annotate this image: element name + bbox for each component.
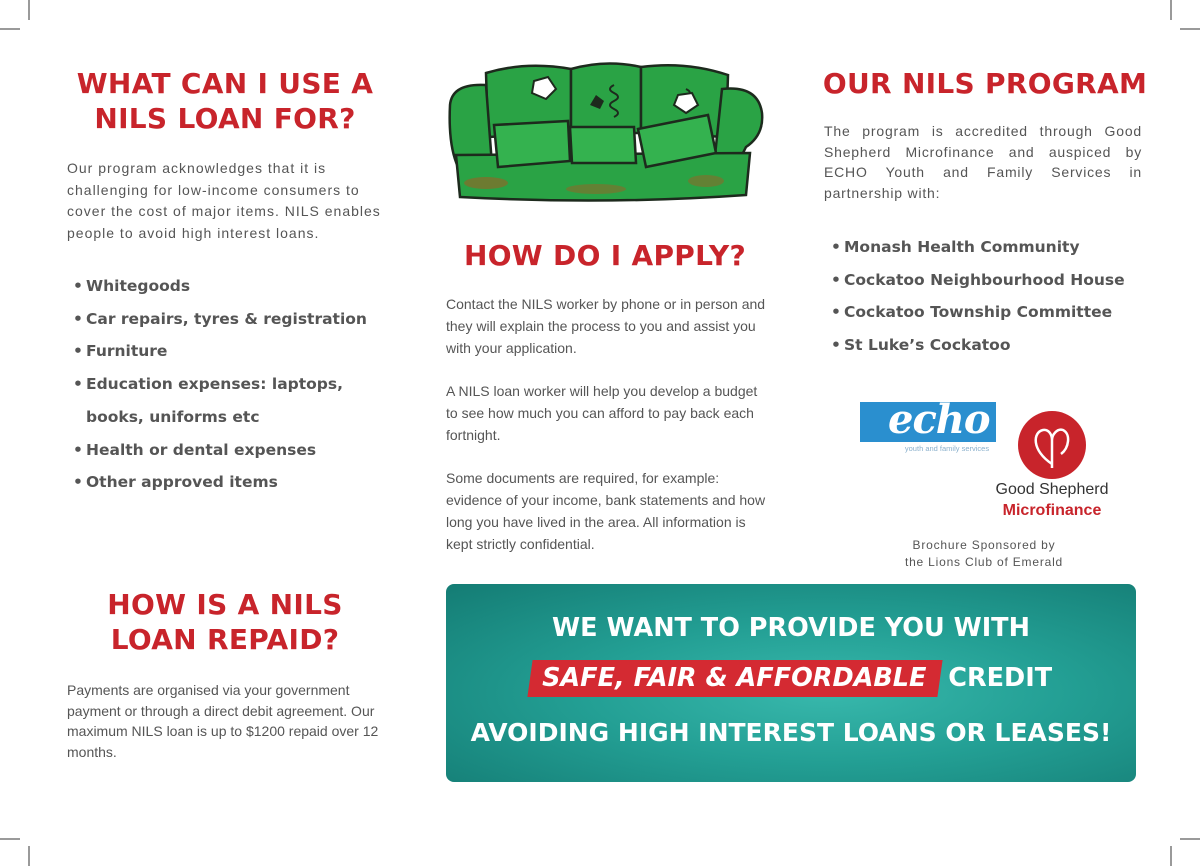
banner-highlight: SAFE, FAIR & AFFORDABLE	[527, 660, 943, 697]
banner-line-3: AVOIDING HIGH INTEREST LOANS OR LEASES!	[470, 718, 1112, 747]
repay-heading: HOW IS A NILS LOAN REPAID?	[107, 588, 343, 656]
crop-mark-bottom-right	[1170, 846, 1172, 866]
echo-logo	[860, 402, 996, 442]
use-list	[73, 270, 393, 499]
apply-heading: HOW DO I APPLY?	[463, 239, 747, 272]
crop-mark-bottom-left	[28, 846, 30, 866]
apply-paragraph-2: A NILS loan worker will help you develop a budget to see how much you can afford to pay back each fortnight.	[446, 383, 758, 443]
list-item: • Monash Health Community	[831, 231, 1151, 264]
use-text: Our program acknowledges that it is challenging for low-income consumers to cover the cost of major items. NILS enables people to avoid high interest loans.	[67, 160, 381, 241]
apply-paragraph-1: Contact the NILS worker by phone or in person and they will explain the process to you and assist you with your application.	[446, 296, 766, 356]
list-item: • Car repairs, tyres & registration	[73, 303, 393, 336]
banner-line-2	[446, 660, 1136, 697]
sponsor-line-1: Brochure Sponsored by	[912, 538, 1056, 552]
banner-credit: CREDIT	[948, 663, 1053, 693]
crop-mark-top-right	[1170, 0, 1172, 20]
use-heading: WHAT CAN I USE A NILS LOAN FOR?	[76, 67, 374, 135]
apply-paragraph-3: Some documents are required, for example: evidence of your income, bank statements and how long you have lived in the area. All information is kept strictly confidential.	[446, 470, 766, 552]
list-item: • Furniture	[73, 335, 393, 368]
program-heading: OUR NILS PROGRAM	[822, 67, 1148, 100]
list-item: • Other approved items	[73, 466, 393, 499]
sofa-icon	[446, 55, 766, 205]
list-item: • St Luke’s Cockatoo	[831, 329, 1151, 362]
credit-banner	[446, 584, 1136, 782]
list-item: • Health or dental expenses	[73, 434, 393, 467]
list-item: • Cockatoo Neighbourhood House	[831, 264, 1151, 297]
crop-mark-top-left	[28, 0, 30, 20]
good-shepherd-sub: Microfinance	[1002, 502, 1102, 519]
repay-text: Payments are organised via your government payment or through a direct debit agreement. Our maximum NILS loan is up to $1200 repaid over 12 months.	[67, 682, 379, 760]
sponsor-line-2: the Lions Club of Emerald	[904, 555, 1064, 569]
list-item: • Cockatoo Township Committee	[831, 296, 1151, 329]
echo-logo-subtext: youth and family services	[904, 444, 990, 453]
crop-mark-bottom-left-h	[0, 838, 20, 840]
heart-logo-icon	[1017, 410, 1087, 480]
partner-list	[831, 231, 1151, 362]
good-shepherd-name: Good Shepherd	[995, 481, 1109, 498]
crop-mark-bottom-right-h	[1180, 838, 1200, 840]
crop-mark-top-left-h	[0, 28, 20, 30]
echo-logo-text: echo	[888, 402, 990, 442]
list-item: • Education expenses: laptops, books, uniforms etc	[73, 368, 393, 433]
banner-line-1: WE WANT TO PROVIDE YOU WITH	[552, 613, 1030, 643]
program-text: The program is accredited through Good Shepherd Microfinance and auspiced by ECHO Youth and Family Services in partnership with:	[824, 123, 1142, 201]
list-item: • Whitegoods	[73, 270, 393, 303]
crop-mark-top-right-h	[1180, 28, 1200, 30]
